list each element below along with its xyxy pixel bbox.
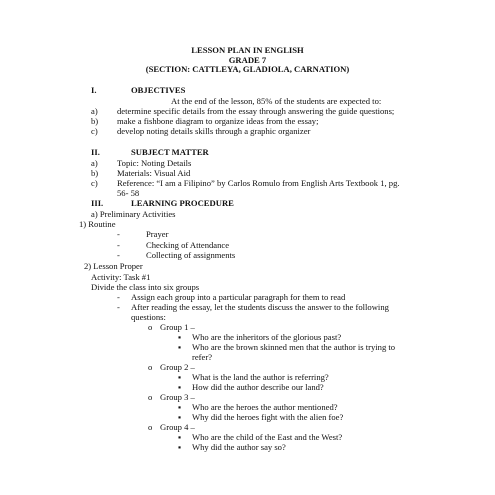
subject-text: Materials: Visual Aid <box>117 168 191 178</box>
grade-line: GRADE 7 <box>228 55 267 65</box>
bullet-marker: ▪ <box>178 372 182 382</box>
procedure-number: III. <box>91 198 104 208</box>
dash-marker: - <box>117 250 120 260</box>
section-line: (SECTION: CATTLEYA, GLADIOLA, CARNATION) <box>145 64 350 74</box>
routine-item: Collecting of assignments <box>146 250 236 260</box>
question-text: How did the author describe our land? <box>192 382 324 392</box>
lesson-proper-label: 2) Lesson Proper <box>84 261 143 271</box>
objectives-number: I. <box>91 85 97 95</box>
question-text: Who are the inheritors of the glorious past? <box>192 332 342 342</box>
dash-marker: - <box>117 292 120 302</box>
subject-text-continuation: 56- 58 <box>117 188 140 198</box>
circle-marker: o <box>148 322 153 332</box>
question-text: Who are the child of the East and the West? <box>192 432 343 442</box>
bullet-marker: ▪ <box>178 332 182 342</box>
question-text: Why did the heroes fight with the alien foe? <box>192 412 344 422</box>
bullet-marker: ▪ <box>178 442 182 452</box>
dash-marker: - <box>117 240 120 250</box>
bullet-marker: ▪ <box>178 402 182 412</box>
objectives-heading: OBJECTIVES <box>131 85 186 95</box>
group-label: Group 4 – <box>160 422 195 432</box>
objective-text: determine specific details from the essay through answering the guide questions; <box>117 106 395 116</box>
subject-matter-heading: SUBJECT MATTER <box>131 147 209 157</box>
bullet-marker: ▪ <box>178 382 182 392</box>
question-text-continuation: refer? <box>192 352 213 362</box>
objectives-intro: At the end of the lesson, 85% of the students are expected to: <box>171 96 382 106</box>
activity-label: Activity: Task #1 <box>91 272 151 282</box>
questions-label: questions: <box>131 312 166 322</box>
objective-marker: c) <box>91 126 98 136</box>
divide-instruction: Divide the class into six groups <box>91 282 200 292</box>
routine-item: Prayer <box>146 229 169 239</box>
bullet-marker: ▪ <box>178 432 182 442</box>
step-text: After reading the essay, let the students discuss the answer to the following <box>131 302 389 312</box>
question-text: What is the land the author is referring? <box>192 372 329 382</box>
dash-marker: - <box>117 229 120 239</box>
subject-text: Topic: Noting Details <box>117 158 192 168</box>
question-text: Who are the brown skinned men that the author is trying to <box>192 342 396 352</box>
group-label: Group 2 – <box>160 362 195 372</box>
group-label: Group 3 – <box>160 392 195 402</box>
objective-text: develop noting details skills through a graphic organizer <box>117 126 311 136</box>
group-label: Group 1 – <box>160 322 195 332</box>
circle-marker: o <box>148 362 153 372</box>
subject-marker: b) <box>91 168 99 178</box>
dash-marker: - <box>117 302 120 312</box>
procedure-heading: LEARNING PROCEDURE <box>131 198 234 208</box>
objective-text: make a fishbone diagram to organize ideas from the essay; <box>117 116 319 126</box>
subject-text: Reference: “I am a Filipino” by Carlos Romulo from English Arts Textbook 1, pg. <box>117 178 400 188</box>
routine-label: 1) Routine <box>79 219 116 229</box>
objective-marker: a) <box>91 106 98 116</box>
bullet-marker: ▪ <box>178 342 182 352</box>
question-text: Why did the author say so? <box>192 442 286 452</box>
step-text: Assign each group into a particular paragraph for them to read <box>131 292 346 302</box>
circle-marker: o <box>148 392 153 402</box>
document-title: LESSON PLAN IN ENGLISH <box>191 45 304 55</box>
subject-marker: a) <box>91 158 98 168</box>
subject-marker: c) <box>91 178 98 188</box>
question-text: Who are the heroes the author mentioned? <box>192 402 338 412</box>
objective-marker: b) <box>91 116 99 126</box>
preliminary-activities: a) Preliminary Activities <box>91 209 176 219</box>
routine-item: Checking of Attendance <box>146 240 230 250</box>
bullet-marker: ▪ <box>178 412 182 422</box>
subject-matter-number: II. <box>91 147 100 157</box>
circle-marker: o <box>148 422 153 432</box>
